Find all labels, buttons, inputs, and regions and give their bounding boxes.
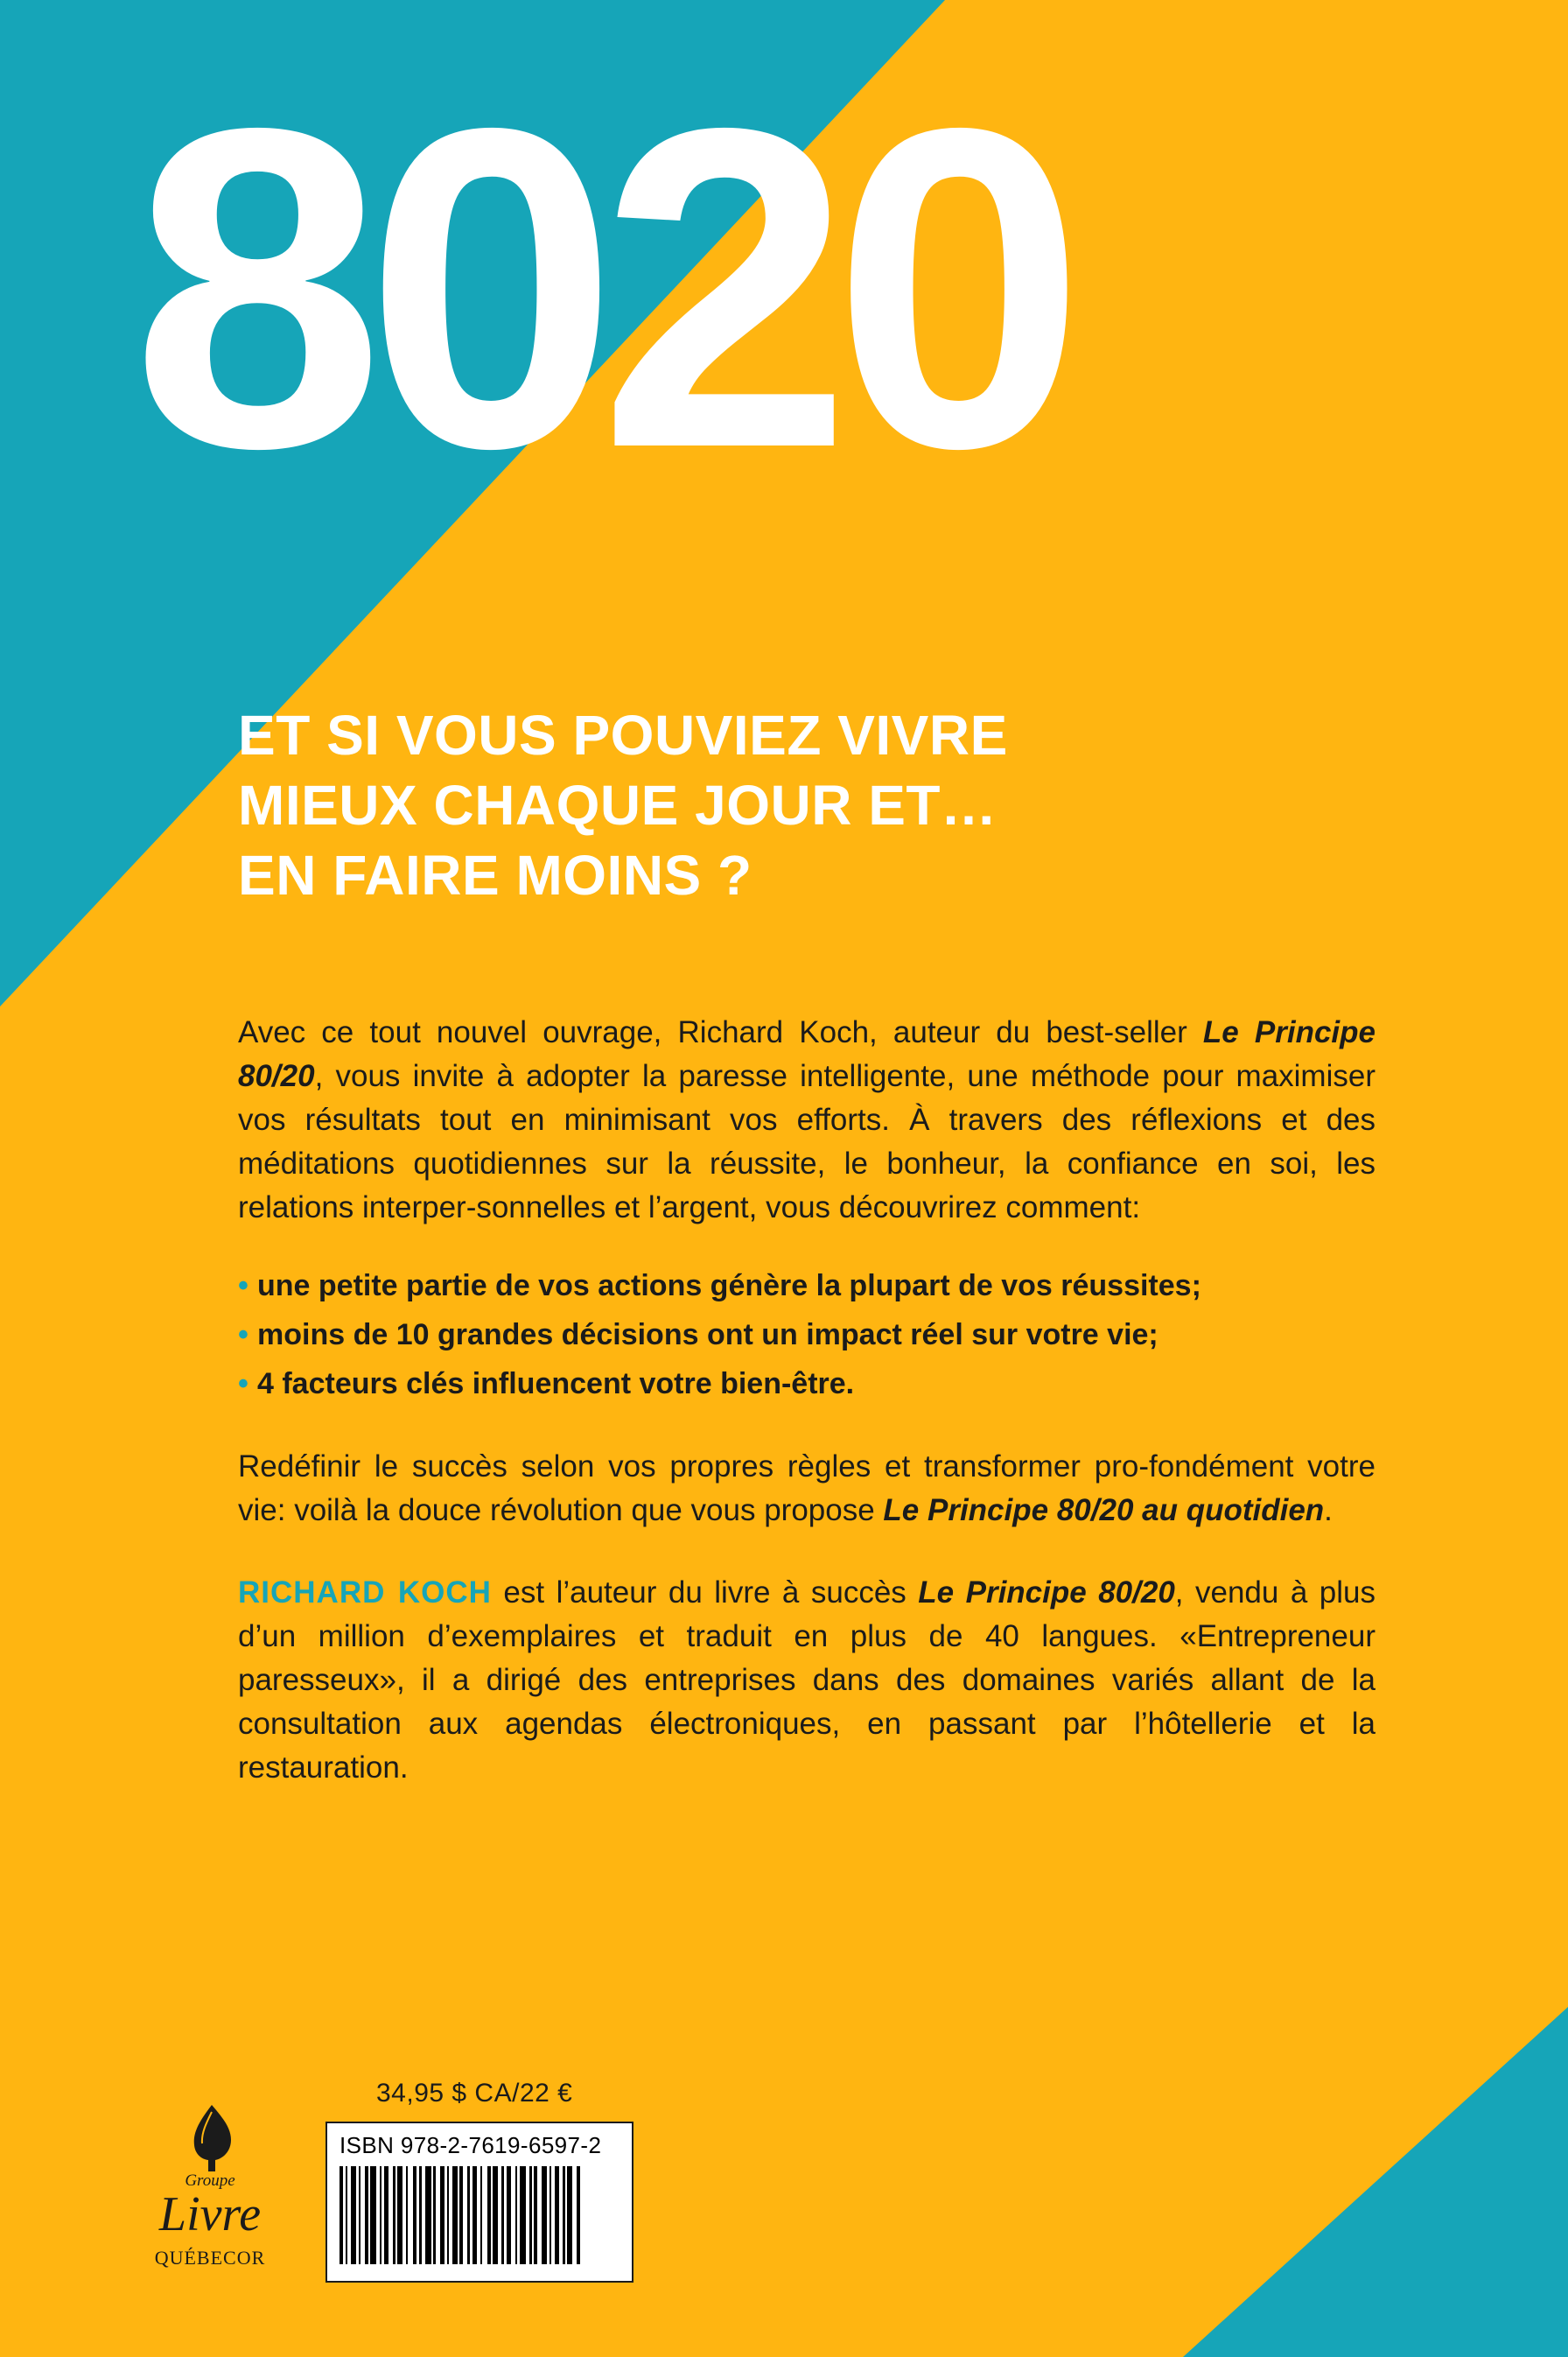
headline-line-3: EN FAIRE MOINS ?	[238, 844, 752, 907]
barcode-image	[340, 2166, 620, 2264]
big-number-right: 20	[598, 34, 1067, 543]
benefits-list	[238, 1261, 1376, 1408]
intro-paragraph	[238, 1011, 1376, 1230]
headline-line-1: ET SI VOUS POUVIEZ VIVRE	[238, 704, 1008, 767]
author-book-title: Le Principe 80/20	[918, 1575, 1175, 1610]
author-name: RICHARD KOCH	[238, 1575, 492, 1610]
teal-corner-bottom-right	[1183, 2007, 1568, 2357]
leaf-icon	[186, 2105, 238, 2171]
author-text-part-2: , vendu à plus d’un million d’exemplaires et traduit en plus de 40 langues. «Entrepreneur paresseux», il a dirigé des entreprises dans des domaines variés allant de la consultation aux agendas électroniques, en passant par l’hôtellerie et la restauration.	[238, 1575, 1376, 1785]
back-cover-copy	[238, 1011, 1376, 1821]
big-number-left: 80	[131, 34, 599, 543]
closing-book-title: Le Principe 80/20 au quotidien	[883, 1493, 1325, 1527]
publisher-line-2: Livre	[158, 2187, 262, 2241]
list-item: • moins de 10 grandes décisions ont un impact réel sur votre vie;	[238, 1310, 1376, 1359]
barcode-box	[326, 2122, 634, 2283]
publisher-line-3: QUÉBECOR	[154, 2247, 266, 2269]
price-label: 34,95 $ CA/22 €	[376, 2079, 573, 2108]
big-number-8020	[131, 34, 1444, 569]
closing-paragraph	[238, 1445, 1376, 1533]
list-item: • 4 facteurs clés influencent votre bien-être.	[238, 1359, 1376, 1408]
publisher-line-1: Groupe	[185, 2171, 235, 2190]
author-bio-paragraph	[238, 1571, 1376, 1790]
intro-book-title: Le Principe 80/20	[238, 1015, 1376, 1093]
author-text-part-1: est l’auteur du livre à succès	[491, 1575, 919, 1610]
list-item: • une petite partie de vos actions génère la plupart de vos réussites;	[238, 1261, 1376, 1310]
intro-text-part-1: Avec ce tout nouvel ouvrage, Richard Koch, auteur du best-seller	[238, 1015, 1203, 1049]
publisher-logo	[122, 2105, 298, 2289]
closing-text-part-1: Redéfinir le succès selon vos propres règles et transformer pro-fondément votre vie: voilà la douce révolution que vous propose	[238, 1449, 1376, 1527]
closing-text-part-2: .	[1324, 1493, 1333, 1527]
intro-text-part-2: , vous invite à adopter la paresse intelligente, une méthode pour maximiser vos résultats tout en minimisant vos efforts. À travers des réflexions et des méditations quotidiennes sur la réussite, le bonheur, la confiance en soi, les relations interper-sonnelles et l’argent, vous découvrirez comment:	[238, 1059, 1376, 1224]
headline-line-2: MIEUX CHAQUE JOUR ET…	[238, 774, 998, 837]
headline	[238, 700, 1376, 910]
isbn-label: ISBN 978-2-7619-6597-2	[340, 2132, 602, 2158]
